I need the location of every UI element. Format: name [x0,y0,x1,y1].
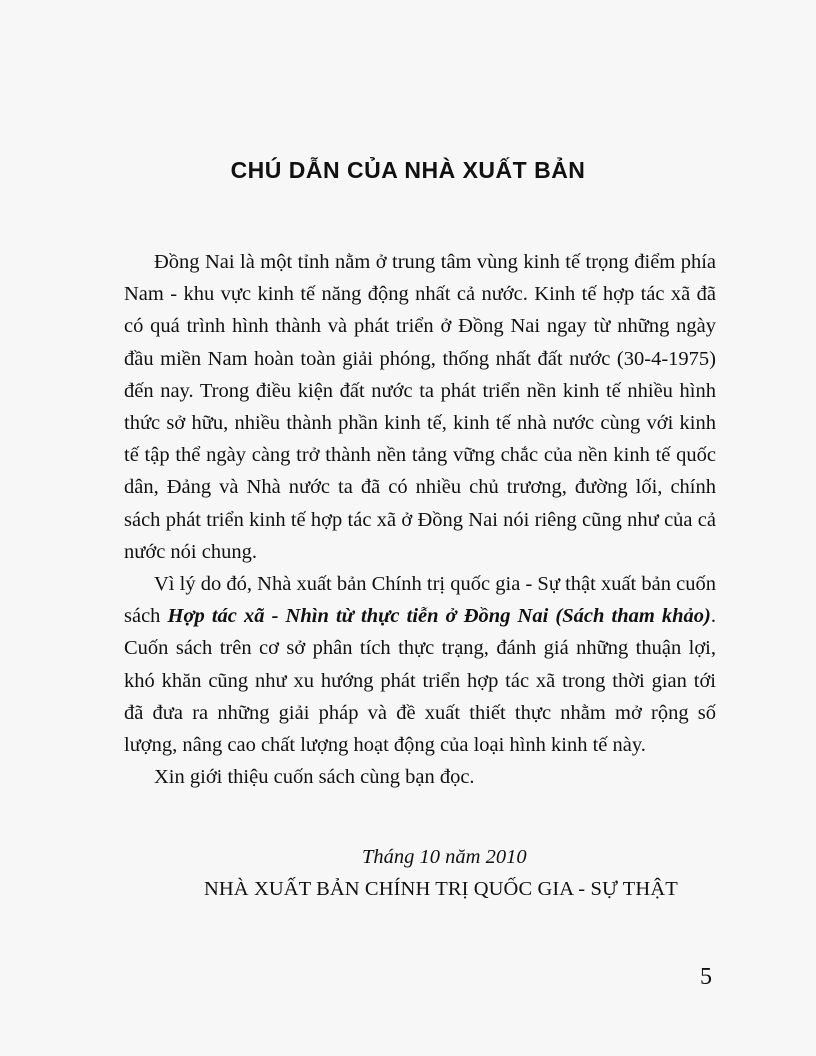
date-line: Tháng 10 năm 2010 [362,846,527,868]
paragraph-intro: Đồng Nai là một tỉnh nằm ở trung tâm vùng kinh tế trọng điểm phía Nam - khu vực kinh tế năng động nhất cả nước. Kinh tế hợp tác xã đã có quá trình hình thành và phát triển ở Đồng Nai ngay từ những ngày đầu miền Nam hoàn toàn giải phóng, thống nhất đất nước (30-4-1975) đến nay. Trong điều kiện đất nước ta phát triển nền kinh tế nhiều hình thức sở hữu, nhiều thành phần kinh tế, kinh tế nhà nước cùng với kinh tế tập thể ngày càng trở thành nền tảng vững chắc của nền kinh tế quốc dân, Đảng và Nhà nước ta đã có nhiều chủ trương, đường lối, chính sách phát triển kinh tế hợp tác xã ở Đồng Nai nói riêng cũng như của cả nước nói chung. [124,251,716,563]
paragraph-text-before-title: Vì lý do đó, Nhà xuất bản Chính trị quốc gia - Sự thật xuất bản cuốn sách [124,573,716,628]
paragraph-book-announcement [124,568,716,761]
page-number: 5 [700,964,712,990]
paragraph-closing-remark: Xin giới thiệu cuốn sách cùng bạn đọc. [154,766,475,789]
body-text [124,246,716,793]
book-title: Hợp tác xã - Nhìn từ thực tiễn ở Đồng Nai (Sách tham khảo) [167,605,711,628]
publisher-signature: NHÀ XUẤT BẢN CHÍNH TRỊ QUỐC GIA - SỰ THẬT [204,878,678,900]
page-title: CHÚ DẪN CỦA NHÀ XUẤT BẢN [230,157,586,183]
paragraph-text-after-title: . Cuốn sách trên cơ sở phân tích thực trạng, đánh giá những thuận lợi, khó khăn cũng như xu hướng phát triển hợp tác xã trong thời gian tới đã đưa ra những giải pháp và đề xuất thiết thực nhằm mở rộng số lượng, nâng cao chất lượng hoạt động của loại hình kinh tế này. [124,605,716,757]
